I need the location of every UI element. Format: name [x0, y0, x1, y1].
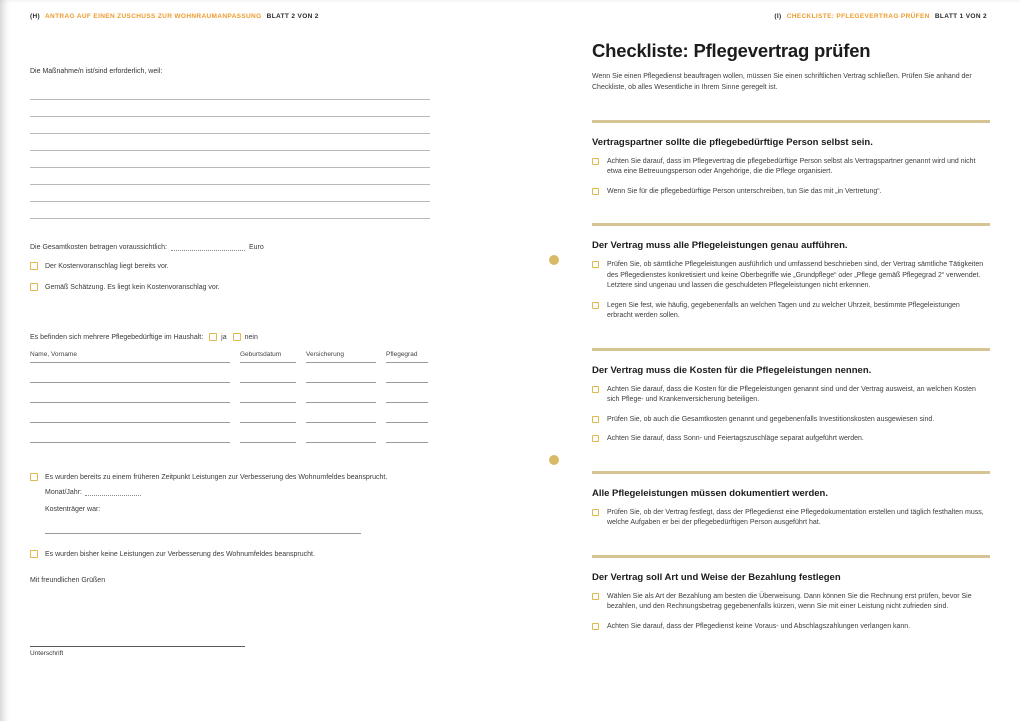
writing-line[interactable]	[30, 83, 430, 100]
checklist-section-bezahlung	[592, 555, 990, 633]
checklist-item-text: Achten Sie darauf, dass die Kosten für die Pflegeleistungen genannt sind und der Vertrag ausweist, an welchen Kosten sich Pflege- und Krankenversicherung beteiligen.	[607, 385, 976, 404]
checklist-item	[592, 157, 990, 178]
closing-salutation: Mit freundlichen Grüßen	[30, 576, 106, 584]
checklist-section-kosten	[592, 348, 990, 445]
section-title: Vertragspartner sollte die pflegebedürftige Person selbst sein.	[592, 136, 873, 148]
table-cell-blank[interactable]	[386, 363, 428, 383]
table-cell-blank[interactable]	[30, 423, 230, 443]
table-cell-blank[interactable]	[386, 403, 428, 423]
checkbox[interactable]	[592, 593, 599, 600]
checklist-item	[592, 415, 990, 426]
prior-claim-label: Es wurden bereits zu einem früheren Zeitpunkt Leistungen zur Verbesserung des Wohnumfeldes beansprucht.	[45, 474, 388, 482]
checkbox[interactable]	[592, 416, 599, 423]
multiple-care-recipients-row	[30, 333, 430, 341]
household-question-label: Es befinden sich mehrere Pflegebedürftige im Haushalt:	[30, 333, 204, 341]
month-year-label: Monat/Jahr:	[45, 489, 82, 497]
total-costs-row	[30, 243, 430, 251]
checklist-item-text: Prüfen Sie, ob sämtliche Pflegeleistungen ausführlich und umfassend beschrieben sind, der Vertrag sämtliche Tätigkeiten des Pflegedienstes konkretisiert und keine Oberbegriffe wie „Grundpflege“ oder „Pflege gemäß Pflegegrad 2“ verwendet. Letztere sind ungenau und lassen die geschuldeten Pflegeleistungen nicht erkennen.	[607, 261, 984, 290]
table-cell-blank[interactable]	[30, 363, 230, 383]
right-running-header	[592, 13, 990, 20]
currency-label: Euro	[248, 244, 264, 251]
household-option-yes	[209, 333, 226, 341]
writing-line[interactable]	[30, 202, 430, 219]
checklist-item-text: Prüfen Sie, ob der Vertrag festlegt, dass der Pflegedienst eine Pflegedokumentation erstellen und täglich festhalten muss, welche Aufgaben er bei der pflegebedürftigen Person ausgeführt hat.	[607, 508, 984, 527]
checklist-item-text: Wenn Sie für die pflegebedürftige Person unterschreiben, tun Sie das mit „in Vertretung“.	[607, 187, 882, 195]
cost-bearer-blank-line[interactable]	[45, 533, 361, 534]
left-header-sheet: BLATT 2 VON 2	[266, 13, 319, 20]
checklist-item-text: Achten Sie darauf, dass im Pflegevertrag die pflegebedürftige Person selbst als Vertragspartner genannt wird und nicht etwa eine Betreuungsperson oder Angehörige, die die Pflege organisiert.	[607, 157, 976, 176]
no-label: nein	[244, 333, 258, 341]
checklist-item	[592, 622, 990, 633]
checklist-intro: Wenn Sie einen Pflegedienst beauftragen wollen, müssen Sie einen schriftlichen Vertrag schließen. Prüfen Sie anhand der Checkliste, ob alles Wesentliche in Ihrem Sinne geregelt ist.	[592, 73, 972, 91]
checkbox[interactable]	[592, 509, 599, 516]
checklist-item	[592, 592, 990, 613]
checkbox[interactable]	[592, 386, 599, 393]
checkbox[interactable]	[30, 283, 38, 291]
right-header-sheet: BLATT 1 VON 2	[934, 13, 987, 20]
checklist-item	[592, 260, 990, 292]
page-right-checkliste	[510, 0, 1020, 721]
yes-label: ja	[221, 333, 227, 341]
no-claim-option	[30, 550, 430, 560]
writing-line[interactable]	[30, 168, 430, 185]
checklist-section-pflegeleistungen	[592, 223, 990, 322]
checklist-section-vertragspartner	[592, 120, 990, 198]
checkbox[interactable]	[592, 188, 599, 195]
column-header: Geburtsdatum	[240, 351, 296, 363]
left-header-title: ANTRAG AUF EINEN ZUSCHUSS ZUR WOHNRAUMANPASSUNG	[45, 13, 262, 20]
checklist-section-dokumentation	[592, 471, 990, 529]
checklist-item	[592, 508, 990, 529]
checkbox[interactable]	[592, 158, 599, 165]
left-running-header	[30, 13, 430, 20]
checkbox[interactable]	[233, 333, 241, 341]
writing-line[interactable]	[30, 151, 430, 168]
checkbox[interactable]	[30, 473, 38, 481]
table-cell-blank[interactable]	[240, 363, 296, 383]
care-recipients-table	[30, 351, 430, 443]
table-cell-blank[interactable]	[30, 383, 230, 403]
cost-estimate-option-label: Gemäß Schätzung. Es liegt kein Kostenvoranschlag vor.	[45, 284, 220, 292]
table-cell-blank[interactable]	[306, 363, 376, 383]
right-header-prefix: (I)	[774, 13, 782, 20]
right-header-title: CHECKLISTE: PFLEGEVERTRAG PRÜFEN	[786, 13, 930, 20]
table-cell-blank[interactable]	[306, 403, 376, 423]
signature-line[interactable]	[30, 646, 245, 647]
checkbox[interactable]	[30, 550, 38, 558]
checkbox[interactable]	[30, 262, 38, 270]
table-cell-blank[interactable]	[240, 383, 296, 403]
table-cell-blank[interactable]	[306, 423, 376, 443]
checklist-item-text: Legen Sie fest, wie häufig, gegebenenfalls an welchen Tagen und zu welcher Uhrzeit, bestimmte Pflegeleistungen erbracht werden sollen.	[607, 301, 960, 320]
writing-line[interactable]	[30, 117, 430, 134]
checklist-item-text: Prüfen Sie, ob auch die Gesamtkosten genannt und gegebenenfalls Investitionskosten ausgewiesen sind.	[607, 415, 935, 423]
checklist-item	[592, 434, 990, 445]
no-claim-label: Es wurden bisher keine Leistungen zur Verbesserung des Wohnumfeldes beansprucht.	[45, 551, 315, 559]
writing-line[interactable]	[30, 185, 430, 202]
punch-hole	[549, 255, 559, 265]
section-title: Der Vertrag soll Art und Weise der Bezahlung festlegen	[592, 571, 841, 583]
checklist-item-text: Achten Sie darauf, dass Sonn- und Feiertagszuschläge separat aufgeführt werden.	[607, 435, 864, 443]
table-cell-blank[interactable]	[240, 403, 296, 423]
cost-bearer-label: Kostenträger war:	[45, 506, 101, 514]
cost-estimate-option	[30, 262, 430, 272]
reason-writing-area	[30, 83, 430, 219]
table-cell-blank[interactable]	[306, 383, 376, 403]
checklist-item	[592, 301, 990, 322]
section-title: Der Vertrag muss alle Pflegeleistungen genau aufführen.	[592, 240, 848, 252]
total-costs-blank-field[interactable]	[171, 243, 245, 251]
left-header-prefix: (H)	[30, 13, 41, 20]
table-cell-blank[interactable]	[240, 423, 296, 443]
table-cell-blank[interactable]	[30, 403, 230, 423]
column-header: Versicherung	[306, 351, 376, 363]
household-option-no	[233, 333, 258, 341]
month-year-row	[45, 488, 430, 496]
checklist-title: Checkliste: Pflegevertrag prüfen	[592, 40, 871, 61]
checkbox[interactable]	[592, 623, 599, 630]
signature-label: Unterschrift	[30, 649, 64, 657]
month-year-blank-field[interactable]	[85, 488, 141, 496]
writing-line[interactable]	[30, 134, 430, 151]
punch-hole	[549, 455, 559, 465]
checklist-item	[592, 385, 990, 406]
checklist-item-text: Achten Sie darauf, dass der Pflegedienst keine Voraus- und Abschlagszahlungen verlangen kann.	[607, 622, 911, 630]
checkbox[interactable]	[592, 435, 599, 442]
table-cell-blank[interactable]	[386, 423, 428, 443]
checkbox[interactable]	[592, 261, 599, 268]
table-cell-blank[interactable]	[386, 383, 428, 403]
column-header: Pflegegrad	[386, 351, 428, 363]
checklist-item-text: Wählen Sie als Art der Bezahlung am besten die Überweisung. Dann können Sie die Rechnung erst prüfen, bevor Sie bezahlen, und den Rechnungsbetrag gegebenenfalls kürzen, wenn Sie mit einer Leistung nicht zufrieden sind.	[607, 592, 972, 611]
checkbox[interactable]	[592, 302, 599, 309]
cost-estimate-option-label: Der Kostenvoranschlag liegt bereits vor.	[45, 263, 169, 270]
section-title: Alle Pflegeleistungen müssen dokumentiert werden.	[592, 487, 828, 499]
cost-estimate-option	[30, 283, 430, 293]
checklist-item	[592, 187, 990, 198]
checkbox[interactable]	[209, 333, 217, 341]
reason-label: Die Maßnahme/n ist/sind erforderlich, weil:	[30, 68, 163, 75]
signature-block	[30, 646, 430, 657]
column-header: Name, Vorname	[30, 351, 230, 363]
prior-claim-option	[30, 473, 430, 483]
total-costs-label: Die Gesamtkosten betragen voraussichtlich:	[30, 244, 167, 251]
section-title: Der Vertrag muss die Kosten für die Pflegeleistungen nennen.	[592, 364, 872, 376]
writing-line[interactable]	[30, 100, 430, 117]
